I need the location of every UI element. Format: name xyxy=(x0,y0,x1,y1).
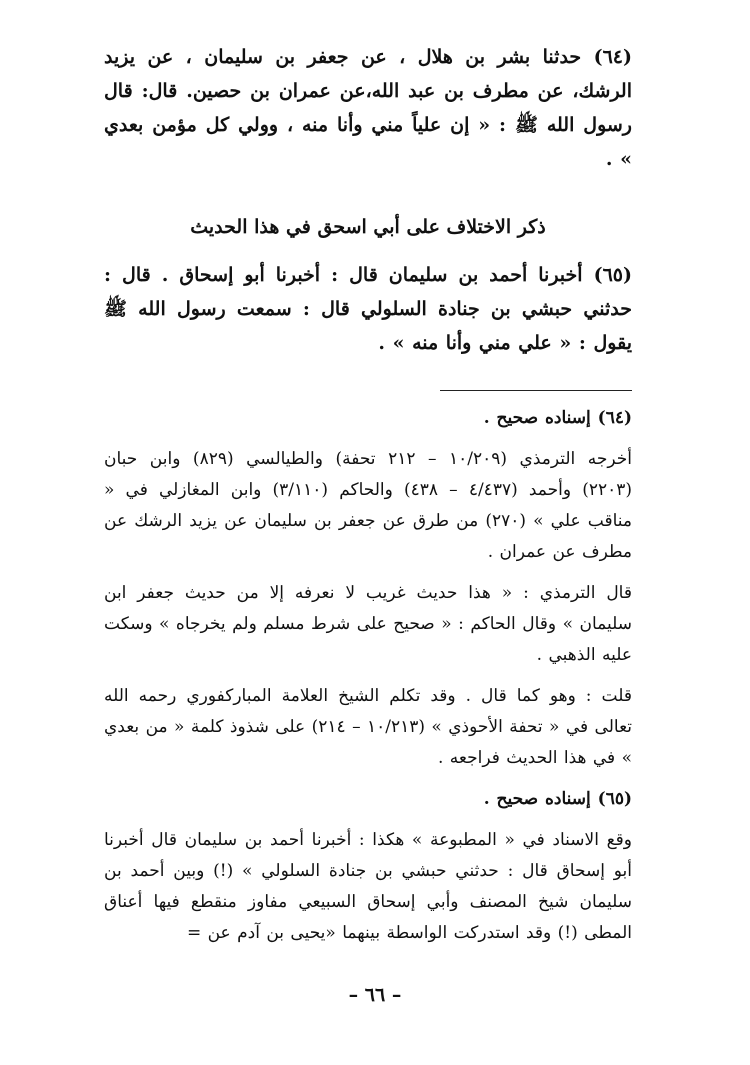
footnote-64-paragraph-2: قال الترمذي : « هذا حديث غريب لا نعرفه إلا من حديث جعفر ابن سليمان » وقال الحاكم : « صحيح على شرط مسلم ولم يخرجاه » وسكت عليه الذهبي . xyxy=(104,583,632,665)
footnote-64-paragraph-3: قلت : وهو كما قال . وقد تكلم الشيخ العلامة المباركفوري رحمه الله تعالى في « تحفة الأحوذي » (١٠/٢١٣ – ٢١٤) على شذوذ كلمة « من بعدي » في هذا الحديث فراجعه . xyxy=(104,686,633,768)
hadith-65: (٦٥) أخبرنا أحمد بن سليمان قال : أخبرنا أبو إسحاق . قال : حدثني حبشي بن جنادة السلولي قال : سمعت رسول الله ﷺ يقول : « علي مني وأنا منه » . xyxy=(104,264,632,354)
footnote-65-label: (٦٥) إسناده صحيح . xyxy=(483,789,632,809)
footnote-65-paragraph-1: وقع الاسناد في « المطبوعة » هكذا : أخبرنا أحمد بن سليمان قال أخبرنا أبو إسحاق قال : حدثني حبشي بن جنادة السلولي » (!) وبين أحمد بن سليمان شيخ المصنف وأبي إسحاق السبيعي مفاوز منقطع فيها أعناق المطى (!) وقد استدركت الواسطة بينهما «يحيى بن آدم عن = xyxy=(104,830,632,943)
footnote-separator xyxy=(440,390,632,391)
footnote-64-paragraph-1: أخرجه الترمذي (١٠/٢٠٩ – ٢١٢ تحفة) والطيالسي (٨٢٩) وابن حبان (٢٢٠٣) وأحمد (٤/٤٣٧ – ٤٣٨) والحاكم (٣/١١٠) وابن المغازلي في « مناقب علي » (٢٧٠) من طرق عن جعفر بن سليمان عن يزيد الرشك عن مطرف عن عمران . xyxy=(104,449,633,562)
hadith-64: (٦٤) حدثنا بشر بن هلال ، عن جعفر بن سليمان ، عن يزيد الرشك، عن مطرف بن عبد الله،عن عمران بن حصين. قال: قال رسول الله ﷺ : « إن علياً مني وأنا منه ، وولي كل مؤمن بعدي » . xyxy=(104,46,632,170)
footnote-64-label: (٦٤) إسناده صحيح . xyxy=(483,408,632,428)
page-number: – ٦٦ – xyxy=(348,984,402,1006)
section-heading: ذكر الاختلاف على أبي اسحق في هذا الحديث xyxy=(190,216,546,238)
